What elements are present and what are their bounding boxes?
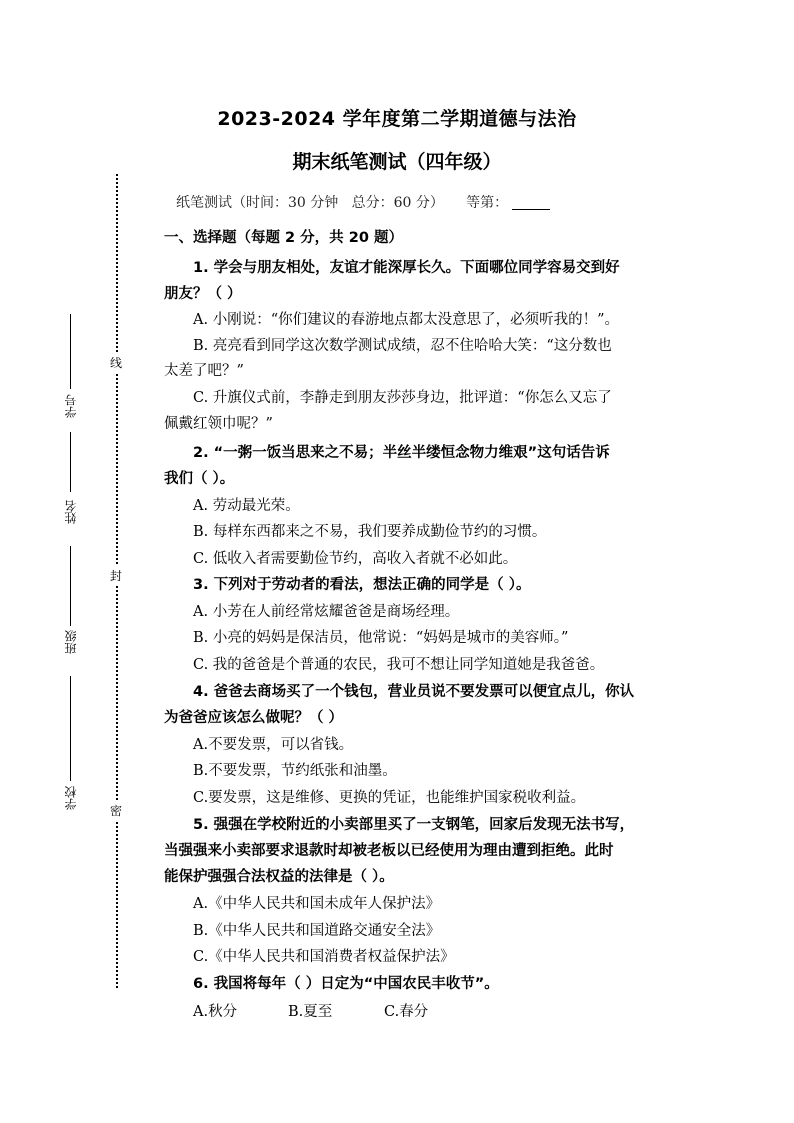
q6-option-b: B.夏至: [288, 1004, 333, 1020]
q5-stem-l3: 能保护强强合法权益的法律是（ ）。: [164, 869, 394, 885]
exam-title-line2: 期末纸笔测试（四年级）: [292, 151, 502, 173]
q4-option-a: A.不要发票，可以省钱。: [193, 737, 354, 753]
q1-option-b-l2: 太差了吧？”: [164, 363, 244, 379]
q2-option-b: B. 每样东西都来之不易，我们要养成勤俭节约的习惯。: [193, 524, 547, 540]
seal-char-xian: 线: [110, 352, 122, 373]
q2-stem-l1: 2. “一粥一饭当思来之不易；半丝半缕恒念物力维艰”这句话告诉: [193, 445, 610, 461]
q5-stem-l2: 当强强来小卖部要求退款时却被老板以已经使用为理由遭到拒绝。此时: [164, 843, 614, 859]
exam-title-line1: 2023-2024 学年度第二学期道德与法治: [217, 108, 577, 130]
q3-option-c: C. 我的爸爸是个普通的农民，我可不想让同学知道她是我爸爸。: [193, 657, 605, 673]
q5-option-c: C.《中华人民共和国消费者权益保护法》: [193, 949, 455, 965]
seal-char-feng: 封: [110, 565, 122, 586]
exam-info-line: [176, 192, 550, 212]
school-label: 学校: [64, 786, 78, 810]
q3-stem: 3. 下列对于劳动者的看法，想法正确的同学是（ ）。: [193, 577, 531, 593]
class-label: 班级: [64, 630, 78, 654]
q1-stem-l2: 朋友？（ ）: [164, 286, 242, 302]
grade-blank[interactable]: [512, 197, 550, 210]
q5-option-a: A.《中华人民共和国未成年人保护法》: [193, 896, 441, 912]
class-blank[interactable]: [70, 546, 72, 626]
q4-option-c: C.要发票，这是维修、更换的凭证，也能维护国家税收利益。: [193, 790, 586, 806]
q4-stem-l2: 为爸爸应该怎么做呢？（ ）: [164, 710, 344, 726]
q2-stem-l2: 我们（ ）。: [164, 471, 235, 487]
q6-option-a: A.秋分: [193, 1004, 238, 1020]
q5-stem-l1: 5. 强强在学校附近的小卖部里买了一支钢笔，回家后发现无法书写，: [193, 817, 635, 833]
q5-option-b: B.《中华人民共和国道路交通安全法》: [193, 923, 441, 939]
student-id-label: 学号: [64, 394, 78, 418]
q1-option-a: A. 小刚说：“你们建议的春游地点都太没意思了，必须听我的！”。: [193, 312, 620, 328]
q4-option-b: B.不要发票，节约纸张和油墨。: [193, 763, 397, 779]
q1-option-c-l1: C. 升旗仪式前，李静走到朋友莎莎身边，批评道：“你怎么又忘了: [193, 390, 612, 406]
q6-stem: 6. 我国将每年（ ）日定为“中国农民丰收节”。: [193, 976, 499, 992]
section-heading: 一、选择题（每题 2 分，共 20 题）: [164, 230, 403, 246]
name-blank[interactable]: [70, 432, 72, 492]
q3-option-b: B. 小亮的妈妈是保洁员，他常说：“妈妈是城市的美容师。”: [193, 630, 569, 646]
q1-option-c-l2: 佩戴红领巾呢？”: [164, 416, 273, 432]
school-blank[interactable]: [70, 676, 72, 781]
q1-stem-l1: 1. 学会与朋友相处，友谊才能深厚长久。下面哪位同学容易交到好: [193, 260, 620, 276]
q3-option-a: A. 小芳在人前经常炫耀爸爸是商场经理。: [193, 604, 460, 620]
q2-option-a: A. 劳动最光荣。: [193, 498, 300, 514]
exam-info-text: 纸笔测试（时间：30 分钟 总分：60 分） 等第：: [176, 195, 509, 211]
q4-stem-l1: 4. 爸爸去商场买了一个钱包，营业员说不要发票可以便宜点儿，你认: [193, 684, 635, 700]
student-id-blank[interactable]: [70, 314, 72, 389]
seal-char-mi: 密: [110, 800, 122, 821]
name-label: 姓名: [64, 500, 78, 524]
q1-option-b-l1: B. 亮亮看到同学这次数学测试成绩，忍不住哈哈大笑：“这分数也: [193, 338, 612, 354]
q6-option-c: C.春分: [384, 1004, 429, 1020]
q2-option-c: C. 低收入者需要勤俭节约，高收入者就不必如此。: [193, 551, 518, 567]
